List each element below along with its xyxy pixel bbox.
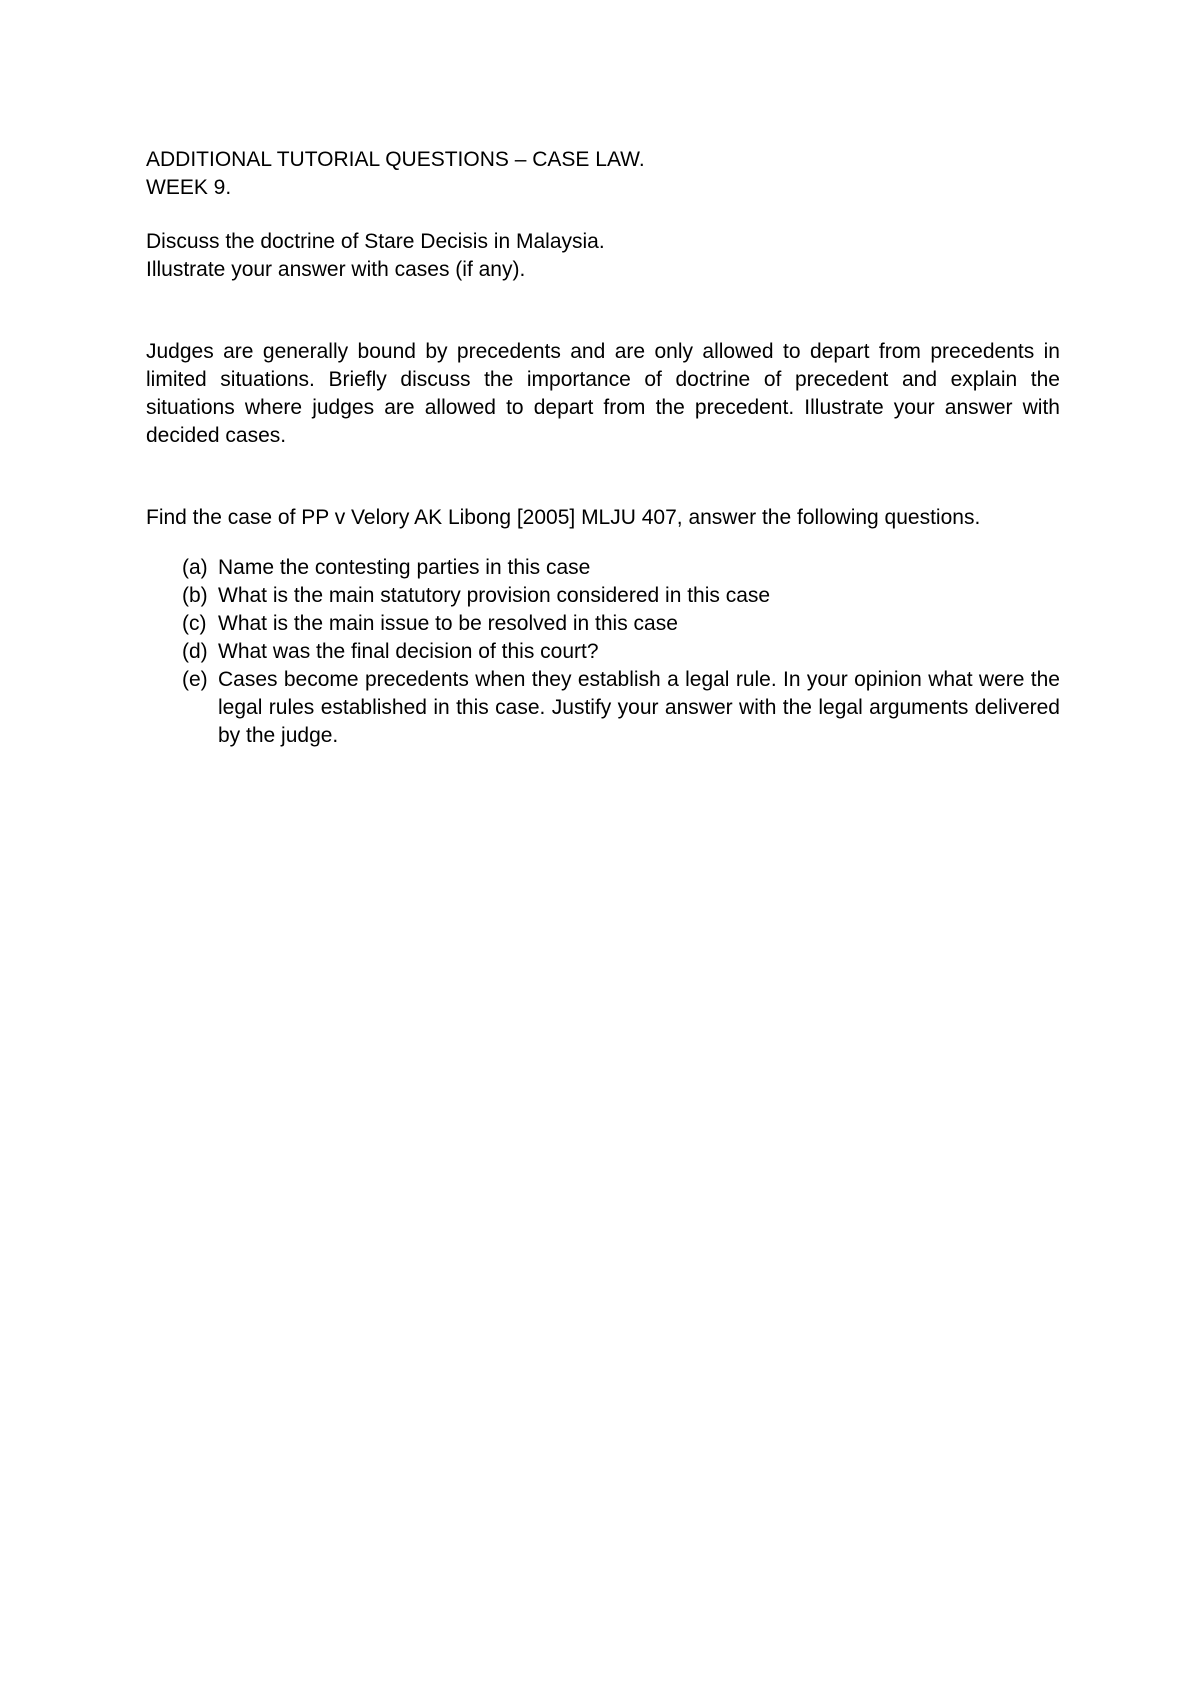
list-item-text: Cases become precedents when they establish a legal rule. In your opinion what were the legal rules established in this case. Justify your answer with the legal arguments delivered by the judge. bbox=[218, 668, 1060, 747]
question-1-line-1: Discuss the doctrine of Stare Decisis in Malaysia. bbox=[146, 230, 605, 253]
document-title: ADDITIONAL TUTORIAL QUESTIONS – CASE LAW. bbox=[146, 148, 645, 171]
question-3-intro: Find the case of PP v Velory AK Libong [2005] MLJU 407, answer the following questions. bbox=[146, 506, 981, 529]
list-item-text: What is the main statutory provision considered in this case bbox=[218, 584, 771, 607]
question-3-list bbox=[146, 554, 1060, 750]
spacer bbox=[146, 202, 1060, 228]
list-marker: (c) bbox=[182, 612, 207, 635]
list-item bbox=[182, 638, 1060, 666]
question-1-line-2: Illustrate your answer with cases (if any). bbox=[146, 258, 526, 281]
list-item bbox=[182, 610, 1060, 638]
list-item-text: What was the final decision of this court? bbox=[218, 640, 599, 663]
spacer bbox=[146, 284, 1060, 338]
list-item-text: Name the contesting parties in this case bbox=[218, 556, 591, 579]
list-marker: (d) bbox=[182, 640, 208, 663]
spacer bbox=[146, 532, 1060, 554]
list-item bbox=[182, 666, 1060, 750]
spacer bbox=[146, 450, 1060, 504]
list-marker: (b) bbox=[182, 584, 208, 607]
list-item-text: What is the main issue to be resolved in this case bbox=[218, 612, 678, 635]
list-marker: (e) bbox=[182, 668, 208, 691]
question-2-paragraph: Judges are generally bound by precedents and are only allowed to depart from precedents in limited situations. Briefly discuss the importance of doctrine of precedent and explain the situations where judges are allowed to depart from the precedent. Illustrate your answer with decided cases. bbox=[146, 340, 1060, 447]
week-label: WEEK 9. bbox=[146, 176, 232, 199]
list-item bbox=[182, 582, 1060, 610]
list-marker: (a) bbox=[182, 556, 208, 579]
document-page bbox=[146, 146, 1060, 750]
list-item bbox=[182, 554, 1060, 582]
